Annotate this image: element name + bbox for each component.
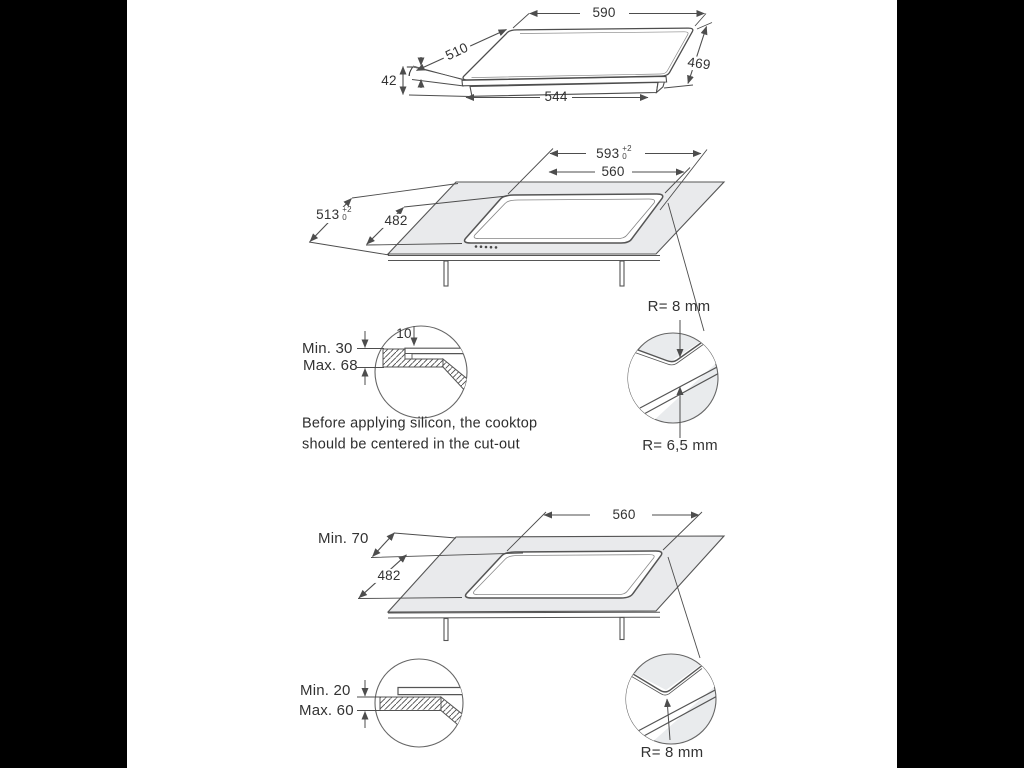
corner-radius-detail-top — [624, 320, 724, 438]
edge-cross-section-top — [357, 326, 468, 418]
dim-top-width: 590 — [592, 4, 616, 20]
radius-label-bottom: R= 6,5 mm — [642, 437, 718, 455]
counter-thickness-max-bottom: Max. 60 — [299, 702, 354, 720]
dim-bottom-width: 544 — [544, 88, 568, 104]
front-clearance-min: Min. 70 — [318, 530, 369, 548]
counter-thickness-min-bottom: Min. 20 — [300, 682, 351, 700]
note-line-2: should be centered in the cut-out — [302, 436, 520, 453]
dim-cutout-width-bottom: 560 — [612, 506, 636, 522]
radius-label-cutout: R= 8 mm — [640, 744, 704, 762]
counter-thickness-min-top: Min. 30 — [302, 340, 353, 358]
dim-cutout-depth-bottom: 482 — [374, 569, 403, 583]
radius-label-top: R= 8 mm — [647, 298, 711, 316]
dim-recess-width: 593 +2 0 — [596, 144, 632, 161]
dim-cutout-depth-top: 482 — [381, 214, 410, 228]
dim-glass-thickness: 7 — [406, 63, 414, 79]
tolerance-plus: +2 — [622, 144, 632, 153]
dim-ledge-width: 10 — [396, 325, 412, 341]
dim-left-depth: 510 — [441, 39, 473, 64]
dim-recess-depth: 513 +2 0 — [313, 207, 355, 223]
surface-install-view — [358, 512, 724, 658]
tolerance-minus: 0 — [342, 213, 347, 222]
tolerance-plus: +2 — [342, 205, 352, 214]
dim-total-height: 42 — [381, 72, 397, 88]
dim-right-depth: 469 — [684, 55, 715, 73]
note-line-1: Before applying silicon, the cooktop — [302, 415, 538, 432]
counter-thickness-max-top: Max. 68 — [303, 357, 358, 375]
edge-cross-section-bottom — [357, 659, 464, 747]
corner-radius-detail-bottom — [622, 654, 722, 744]
tolerance-minus: 0 — [622, 152, 627, 161]
dim-cutout-width-top: 560 — [601, 163, 625, 179]
